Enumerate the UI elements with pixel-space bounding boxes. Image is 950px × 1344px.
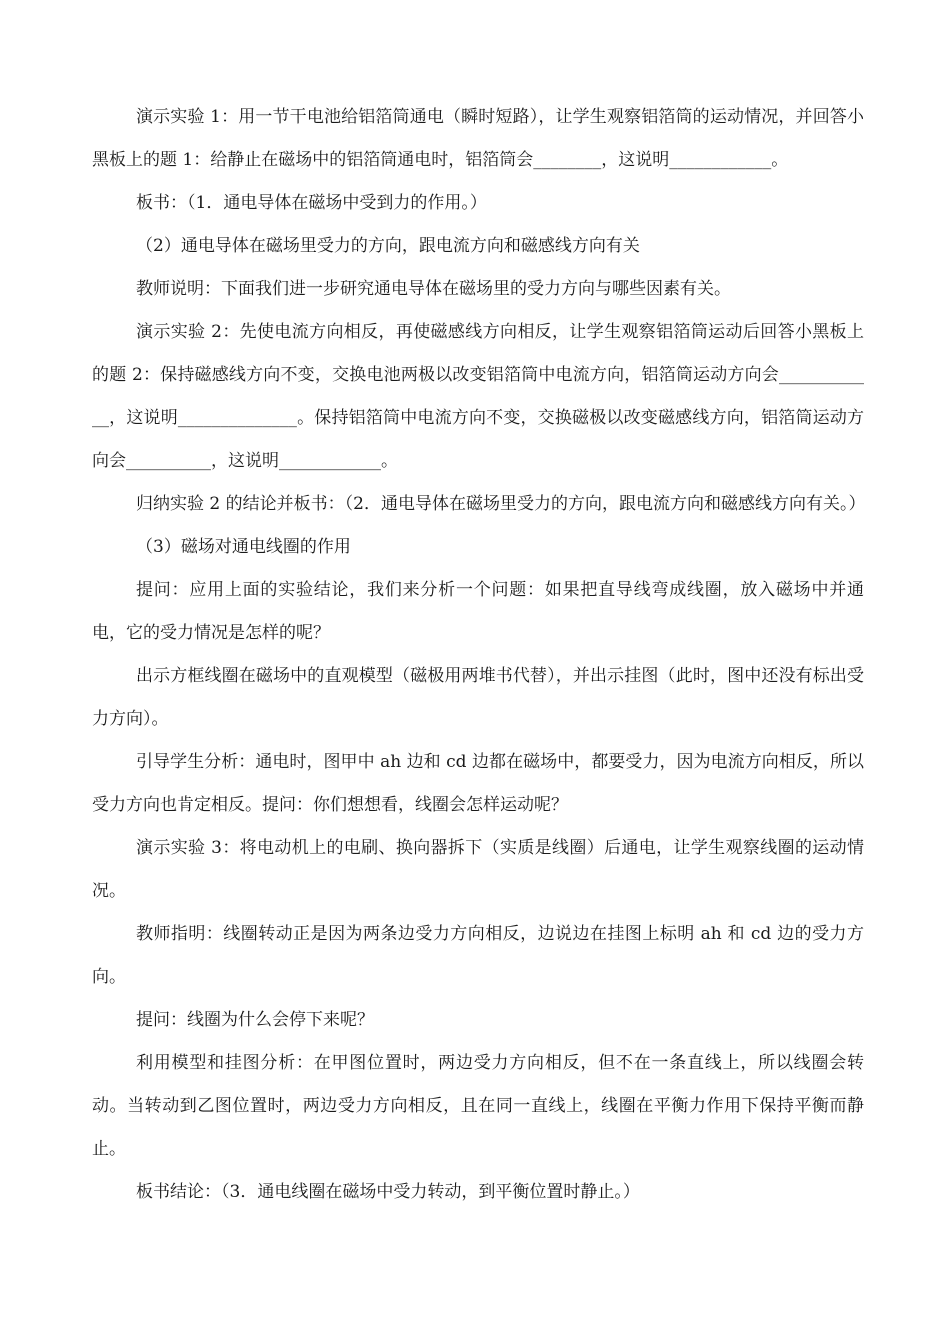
paragraph-section-3-heading: （3）磁场对通电线圈的作用 [136,537,351,557]
paragraph-section-2-heading: （2）通电导体在磁场里受力的方向，跟电流方向和磁感线方向有关 [136,236,640,256]
paragraph-show-model: 出示方框线圈在磁场中的直观模型（磁极用两堆书代替），并出示挂图（此时，图中还没有标出受力方向）。 [92,666,864,729]
paragraph-board-conclusion: 板书结论：（3．通电线圈在磁场中受力转动，到平衡位置时静止。） [136,1182,640,1202]
paragraph-question-1: 提问：应用上面的实验结论，我们来分析一个问题：如果把直导线弯成线圈，放入磁场中并通电，它的受力情况是怎样的呢？ [92,580,864,643]
paragraph-demo-experiment-3: 演示实验 3：将电动机上的电刷、换向器拆下（实质是线圈）后通电，让学生观察线圈的运动情况。 [92,838,864,901]
paragraph-demo-experiment-1: 演示实验 1：用一节干电池给铝箔筒通电（瞬时短路），让学生观察铝箔筒的运动情况，并回答小黑板上的题 1：给静止在磁场中的铝箔筒通电时，铝箔筒会________，这说明____________。 [92,107,864,170]
paragraph-teacher-point-out: 教师指明：线圈转动正是因为两条边受力方向相反，边说边在挂图上标明 ah 和 cd 边的受力方向。 [92,924,864,987]
paragraph-demo-experiment-2: 演示实验 2：先使电流方向相反，再使磁感线方向相反，让学生观察铝箔筒运动后回答小黑板上的题 2：保持磁感线方向不变，交换电池两极以改变铝箔筒中电流方向，铝箔筒运动方向会____________，这说明______________。保持铝箔筒中电流方向不变，交换磁极以改变磁感线方向，铝箔筒运动方向会__________，这说明____________。 [92,322,864,471]
document-page [92,96,864,1214]
paragraph-summary-experiment-2: 归纳实验 2 的结论并板书：（2．通电导体在磁场里受力的方向，跟电流方向和磁感线方向有关。） [136,494,866,514]
paragraph-board-note-1: 板书：（1．通电导体在磁场中受到力的作用。） [136,193,487,213]
paragraph-teacher-explanation: 教师说明：下面我们进一步研究通电导体在磁场里的受力方向与哪些因素有关。 [136,279,731,299]
paragraph-guide-analysis: 引导学生分析：通电时，图甲中 ah 边和 cd 边都在磁场中，都要受力，因为电流方向相反，所以受力方向也肯定相反。提问：你们想想看，线圈会怎样运动呢？ [92,752,864,815]
paragraph-model-analysis: 利用模型和挂图分析：在甲图位置时，两边受力方向相反，但不在一条直线上，所以线圈会转动。当转动到乙图位置时，两边受力方向相反，且在同一直线上，线圈在平衡力作用下保持平衡而静止。 [92,1053,864,1159]
paragraph-question-2: 提问：线圈为什么会停下来呢？ [136,1010,374,1030]
